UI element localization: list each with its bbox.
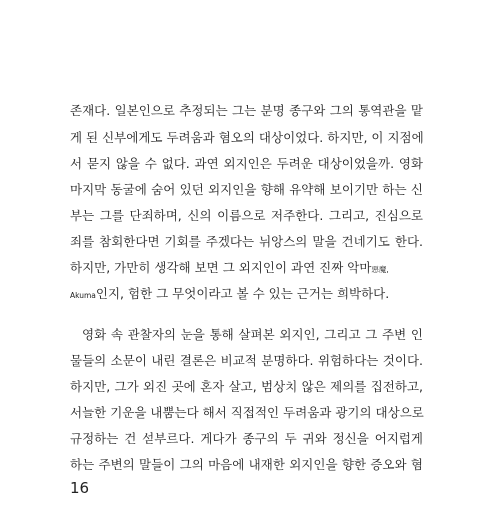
paragraph-2-line-6: 하는 주변의 말들이 그의 마음에 내재한 외지인을 향한 증오와 혐 — [70, 457, 423, 472]
paragraph-1-line-7-text: 하지만, 가만히 생각해 보면 그 외지인이 과연 진짜 악마 — [70, 260, 372, 275]
page-number: 16 — [70, 479, 90, 497]
paragraph-1-line-2: 게 된 신부에게도 두려움과 혐오의 대상이었다. 하지만, 이 지점에 — [70, 130, 424, 145]
akuma-roman-annotation: Akuma — [70, 291, 96, 300]
paragraph-1-line-5: 부는 그를 단죄하며, 신의 이름으로 저주한다. 그리고, 진심으로 — [70, 208, 423, 223]
paragraph-2-line-1: 영화 속 관찰자의 눈을 통해 살펴본 외지인, 그리고 그 주변 인 — [82, 327, 423, 342]
paragraph-1-line-3: 서 묻지 않을 수 없다. 과연 외지인은 두려운 대상이었을까. 영화 — [70, 156, 423, 171]
paragraph-2-line-2: 물들의 소문이 내린 결론은 비교적 분명하다. 위험하다는 것이다. — [70, 353, 423, 368]
paragraph-1-line-1: 존재다. 일본인으로 추정되는 그는 분명 종구와 그의 통역관을 맡 — [70, 103, 423, 118]
paragraph-1-line-8 — [70, 287, 389, 303]
paragraph-2-line-5: 규정하는 건 섣부르다. 게다가 종구의 두 귀와 정신을 어지럽게 — [70, 431, 423, 446]
akuma-hanja-annotation: 惡魔, — [371, 265, 389, 274]
paragraph-1-line-4: 마지막 동굴에 숨어 있던 외지인을 향해 유약해 보이기만 하는 신 — [70, 182, 423, 197]
paragraph-2-line-3: 하지만, 그가 외진 곳에 혼자 살고, 범상치 않은 제의를 집전하고, — [70, 379, 423, 394]
paragraph-1-line-8-text: 인지, 험한 그 무엇이라고 볼 수 있는 근거는 희박하다. — [95, 286, 390, 301]
paragraph-1-line-7 — [70, 261, 389, 277]
paragraph-1-line-6: 죄를 참회한다면 기회를 주겠다는 뉘앙스의 말을 건네기도 한다. — [70, 234, 423, 249]
paragraph-2-line-4: 서늘한 기운을 내뿜는다 해서 직접적인 두려움과 광기의 대상으로 — [70, 405, 424, 420]
